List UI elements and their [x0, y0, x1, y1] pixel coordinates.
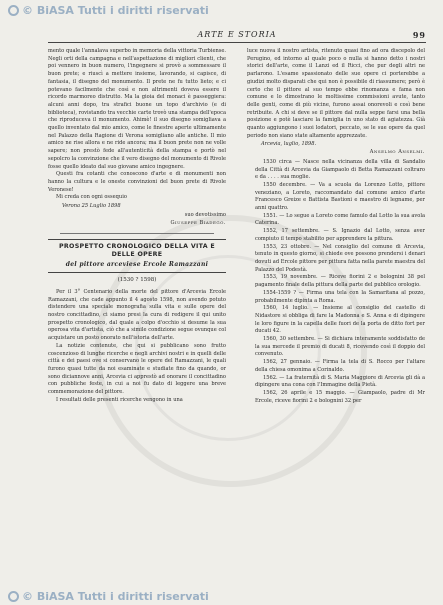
letter-closing: suo devotissimo: [184, 211, 226, 218]
chronology-entry: 1562, 27 gennaio. — Firma la tela di S. Rocco per l'altare della chiesa omonima a Corinaldo.: [255, 359, 425, 373]
body-paragraph: La notizie contenute, che qui si pubblicano sono frutto coscenzioso di lunghe ricerche e negli archivi nostri e in quelli delle città e dei paesi ove si conservano le opere del Ramazzani, le quali furono quasi tutte da noi esaminate e studiate fino da quando, or sono diciannove anni, Arcevia ci apprestò ad onorare il concittadino con pubbliche feste, in cui a noi fu dato di leggere una breve commemorazione del pittore.: [48, 342, 226, 396]
chronology-entry: 1552, 17 settembre. — S. Ignazio dal Lotto, senza aver compiuto il tempo stabilito per apprendere la pittura.: [255, 228, 425, 242]
chronology-entry: 1530 circa — Nasce nella vicinanza della villa di Sandalio della Città di Arcevia da Giampaolo di Betta Ramazzani coltraro e da . . . . sua moglie.: [255, 158, 425, 181]
chronology-entry: 1560, 14 luglio. — Insieme al consiglio del castello di Nidastore si obbliga di fare la Madonna e S. Anna e di dipingere le loro figure in la capella delle fuori de la porta de ditto fort per ducati 42.: [255, 305, 425, 335]
biasa-logo-icon: [8, 591, 19, 602]
section-title-line: PROSPETTO CRONOLOGICO DELLA VITA E DELLE OPERE: [58, 243, 216, 259]
watermark-top: [8, 3, 209, 17]
letter-paragraph: mento quale l'annalava superbo in memoria della vittoria Turbiense. Negli orti della campagna e nell'aspettazione di migliori clienti, che poi vennero in buon numero, l'ingegnere si provò a sommessare il buon prete; e riuscì a mettere insieme, lavorando, si capisce, di fantasia, il disegno del monumento. Il prete ne fu tutto lieto; e ci potevano facilmente che così e non altrimenti doveva essere il ricordo marmoreo distrutto. Ma la gioia del monaci è passeggiera: alcuni anni dopo, tra strafici buone un topo d'archivio (e di biblioteca), rovistando tra vecchie carte trovò una stampa dell'epoca che riproduceva il monumento. Ahimè! il suo disegno somigliava a quello inventato dal mio amico, come le finestre aperte ultimamente nel Palazzo della Ragione di Verona somigliano alle antiche. Il mio amico ne rise allora e ne ride ancora; ma il buon prete non ne volle sapere; non prestò fede all'autenticità della stampa e portò nel sepolcro la convinzione che il vero disegno del monumento di Rivole fosse quello ideato dal suo giovane amico ingegnere.: [48, 48, 226, 170]
chronology-entry: 1550 decembre. — Va a scuola da Lorenzo Lotto, pittore veneziano, a Loreto, raccomandato dal comune amico d'arte Francesco Greize e Battista Bastioni e maestro di legname, per anni quattro.: [255, 181, 425, 212]
letter-greeting: Mi creda con ogni ossequio: [56, 194, 127, 201]
left-column: [48, 48, 226, 583]
chronology-entry: 1551. — Lo segue a Loreto come famulo dal Lotto la sua avola Caterina.: [255, 212, 425, 227]
chronology-entry: 1562, 26 aprile e 15 maggio. — Giampaolo, padre di Mr Ercole, riceve fiorini 2 e bolognini 32 per: [255, 389, 425, 404]
body-paragraph: luce nuova il nostro artista, ritenuto quasi fino ad ora discepolo del Perugino, ed intorno al quale poco o nulla si hanno detto i nostri storici dell'arte, come il Lanzi ed il Ricci, che pur degli altri ne parlarono. L'esame spassionato delle sue opere ci porterebbe a giudizi molto disparati che qui non è possibile di riassumere; però è certo che il pittore al suo tempo ebbe rinomanza e fama non comune e lo dimostrano le moltissime commissioni avute, tanto delle genti, come di più vicine, furono assai onorevoli e così bene retribuite. A chi si deve se il pittore dal nulla seppe farsi una bella posizione e potè lasciare la famiglia in uno stato di agiatezza. Già quanto aggiungono i suoi lodatori, peccato, se le sue opere da quel periodo non siano state altamente apprezzate.: [247, 48, 425, 139]
running-title: ARTE E STORIA: [197, 30, 277, 39]
right-column: [247, 48, 425, 583]
letter-place-date: Verona 25 Luglio 1898: [62, 203, 121, 210]
chronology-entry: 1554-1559 ? — Firma una tela con la Samaritana al pozzo, probabilmente dipinta a Roma.: [255, 289, 425, 304]
watermark-top-text: © BiASA Tutti i diritti riservati: [22, 3, 209, 17]
page-number: 99: [412, 30, 426, 40]
header-rule: [48, 42, 426, 43]
chronology-entry: 1562. — La fraternità di S. Maria Maggiore di Arcevia gli dà a dipingere una cona con l'Immagine della Pietà.: [255, 374, 425, 389]
biasa-logo-icon: [8, 5, 19, 16]
body-paragraph: Per il 3° Centenario della morte del pittore d'Arcevia Ercole Ramazzani, che cade appunto il 4 agosto 1598, non avendo potuto distendere una speciale monografia sulla vita e sulle opere del nostro concittadino, ci siamo presi la cura di redigere il qui unito prospetto cronologico, dal quale a colpo d'occhio si desume la sua operosa vita d'artista, ciò che a simile condizione segue ovunque col acquistare un posto onorato nell'istoria dell'arte.: [48, 288, 226, 342]
section-divider: [60, 233, 214, 234]
place-date: Arcevia, luglio, 1898.: [261, 141, 317, 148]
letter-signature: Giuseppe Biadego.: [170, 220, 226, 227]
page-header: [48, 30, 426, 42]
chronology-entry: 1553, 19 novembre. — Riceve fiorini 2 e bolognini 38 pel pagamento finale della pittura della parte del pubblico orologio.: [255, 274, 425, 289]
section-subtitle: del pittore arceviese Ercole Ramazzani: [65, 261, 209, 269]
section-title: [48, 239, 226, 273]
author-signature: Anselmo Anselmi.: [369, 149, 425, 156]
chronology-entry: 1553, 23 ottobre. — Nel consiglio del comune di Arcevia, tenuto in questo giorno, si chiede ove possono prendersi i denari dovuti ad Ercole pittore per pittura fatta nella parete maestra del Palazzo del Podestà.: [255, 243, 425, 273]
body-paragraph: I resultati delle presenti ricerche vengono in una: [56, 396, 183, 403]
letter-paragraph: Questi fra cotanti che conoscono d'arte e di monumenti non hanno la cultura e le oneste convinzioni del buon prete di Rivole Veronese!: [48, 171, 226, 193]
watermark-bottom: [8, 589, 209, 603]
watermark-bottom-text: © BiASA Tutti i diritti riservati: [22, 589, 209, 603]
chronology-entry: 1560, 30 settembre. — Si dichiara interamente soddisfatto de la sua mercede il premio di ducati 8, ricevendo così il doppio del convenuto.: [255, 336, 425, 358]
section-years: (1530 ? 1598): [117, 277, 157, 284]
